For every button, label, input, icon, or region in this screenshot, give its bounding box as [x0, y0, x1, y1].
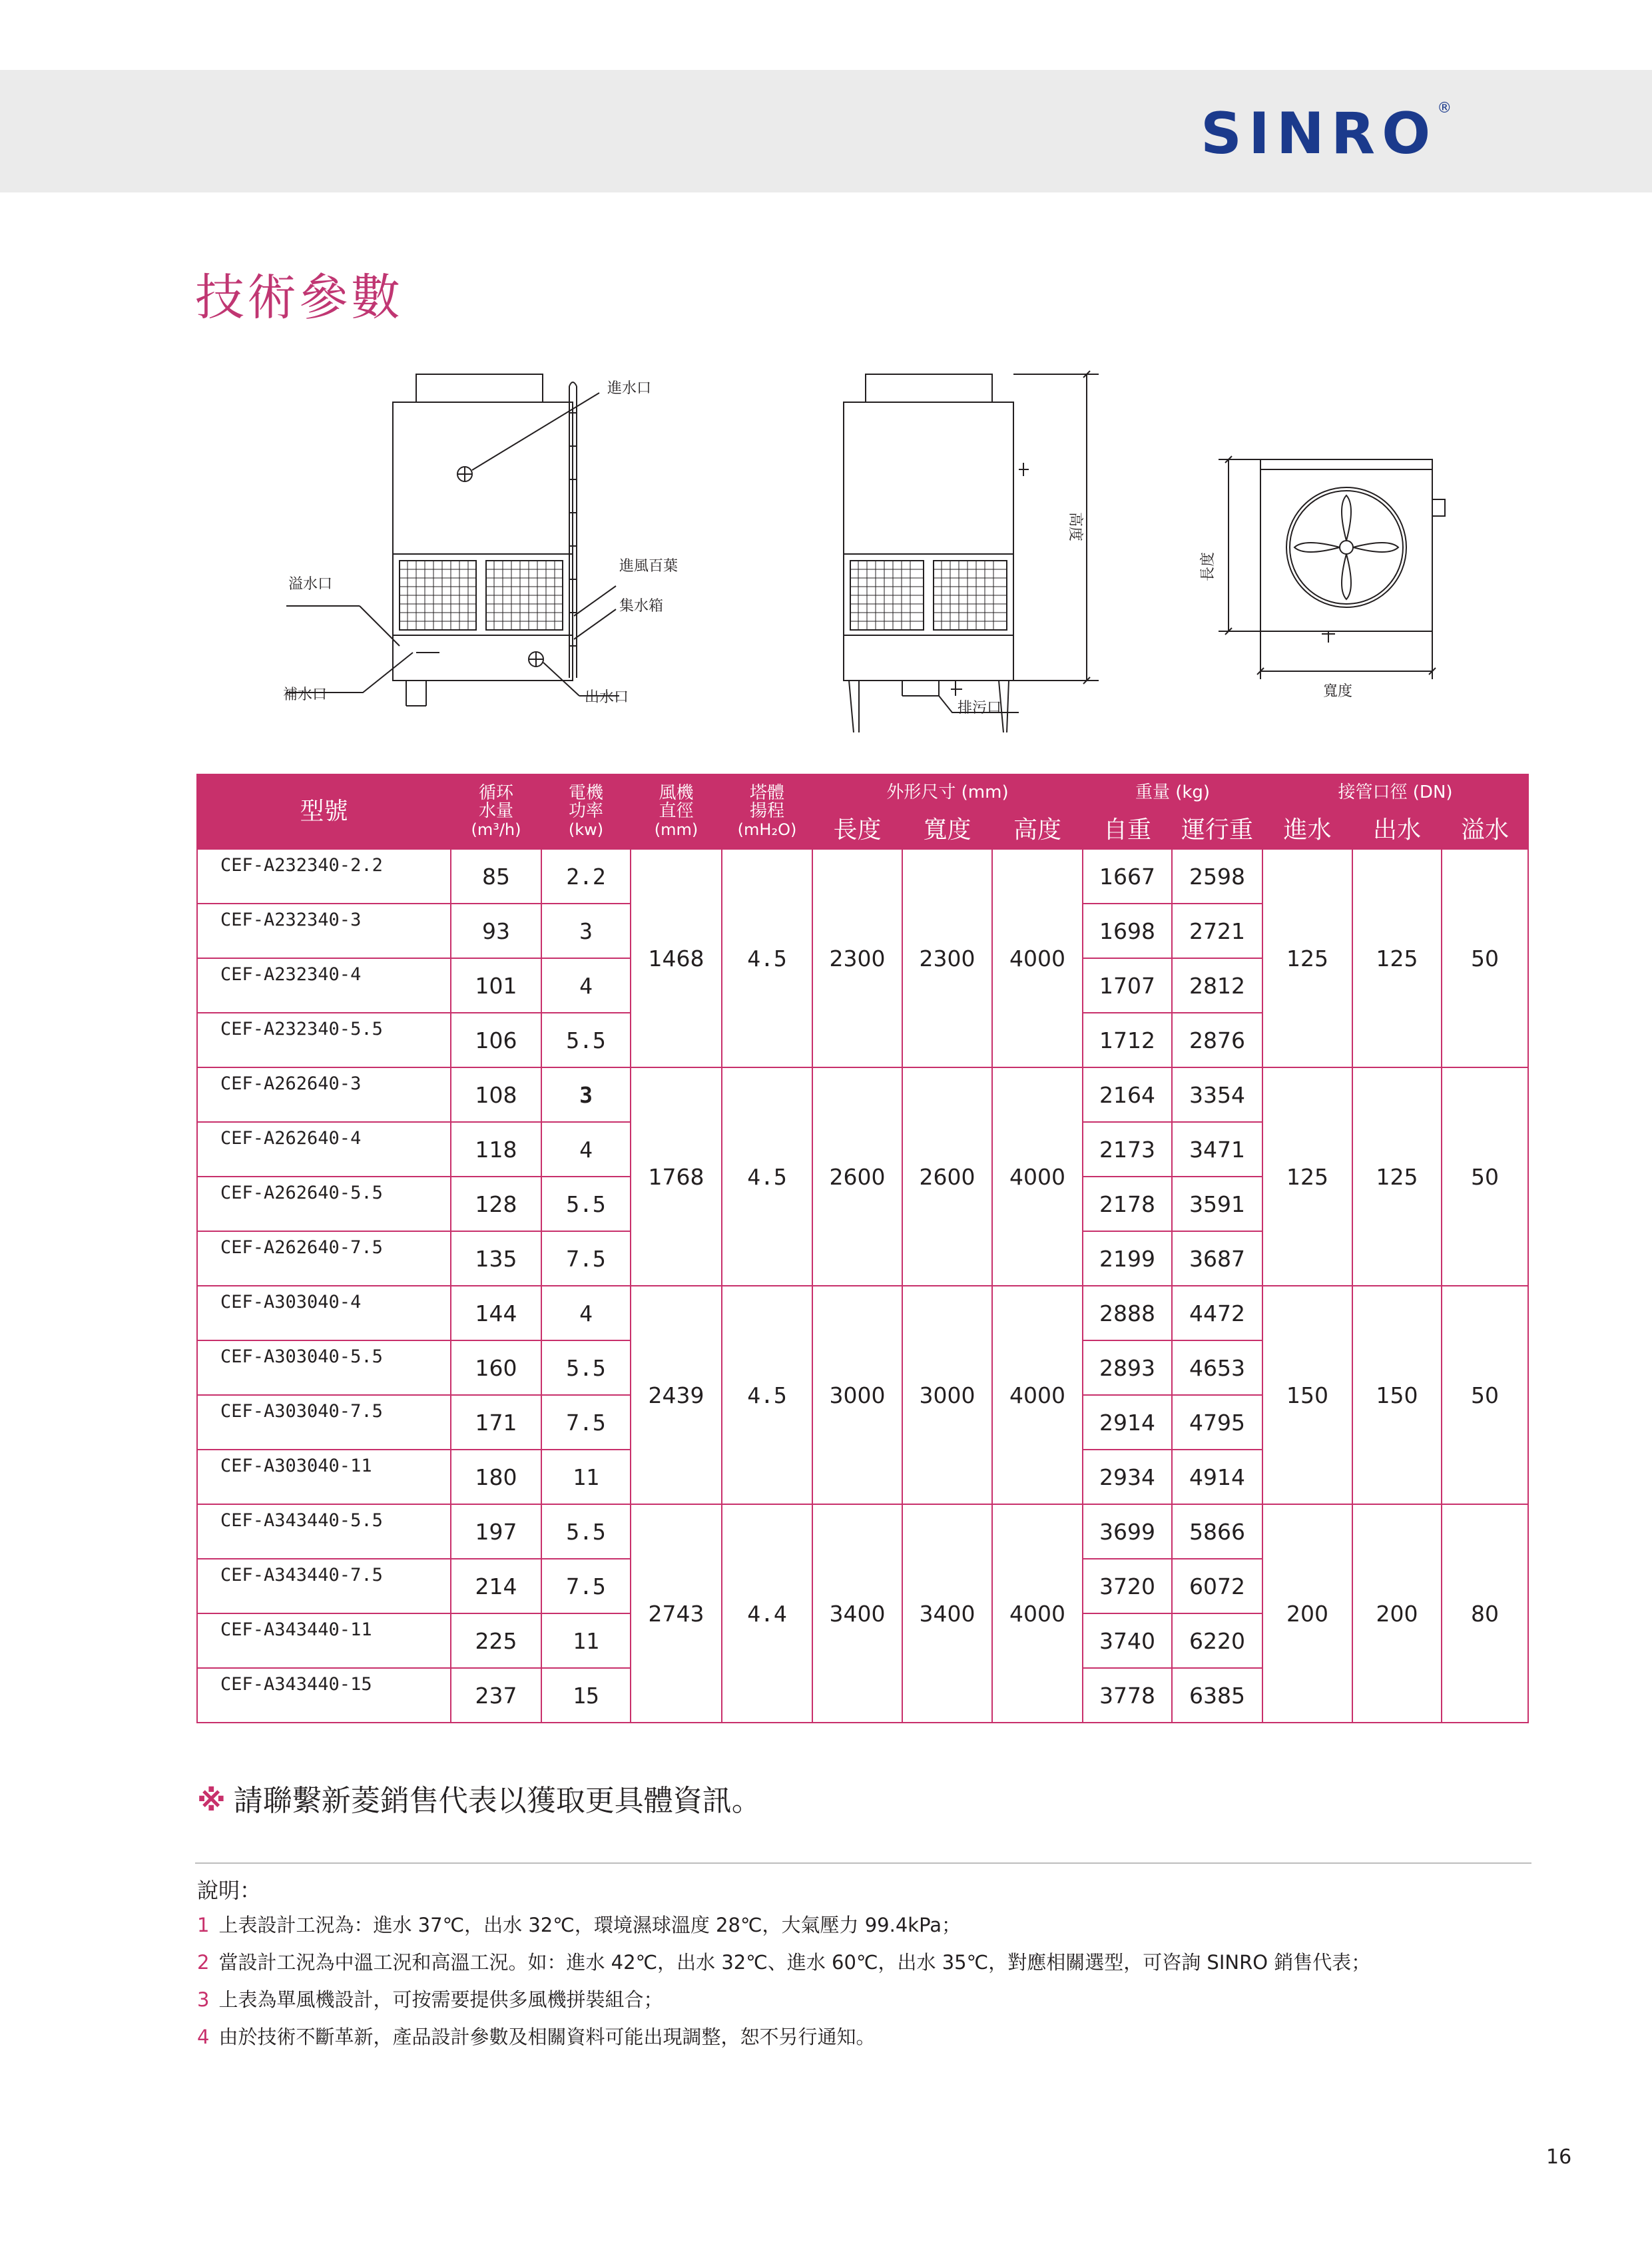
cell-dry-weight: 1667 [1083, 849, 1172, 904]
cell-dry-weight: 3699 [1083, 1504, 1172, 1559]
cell-run-weight: 3471 [1172, 1122, 1262, 1177]
cell-power: 5.5 [541, 1177, 631, 1231]
cell-model: CEF-A343440-11 [197, 1613, 451, 1668]
label-length: 長度 [1200, 551, 1217, 582]
th-dimensions: 外形尺寸 (mm) [812, 774, 1083, 812]
cell-power: 11 [541, 1613, 631, 1668]
cell-model: CEF-A303040-5.5 [197, 1340, 451, 1395]
side-view-drawing [844, 371, 1099, 732]
explanation-item: 2 當設計工況為中溫工況和高溫工況。如：進水 42℃，出水 32℃、進水 60℃，出水 35℃，對應相關選型，可咨詢 SINRO 銷售代表； [197, 1951, 1371, 1974]
cell-flow: 160 [451, 1340, 541, 1395]
cell-model: CEF-A232340-4 [197, 958, 451, 1013]
cell-width: 2600 [902, 1067, 992, 1286]
cell-power: 7.5 [541, 1231, 631, 1286]
top-view-drawing [1219, 456, 1445, 679]
cell-run-weight: 3687 [1172, 1231, 1262, 1286]
cell-power: 3 [541, 904, 631, 958]
cell-overflow: 50 [1442, 849, 1528, 1067]
cell-outlet: 150 [1352, 1286, 1442, 1504]
cell-dry-weight: 1712 [1083, 1013, 1172, 1067]
explanation-item: 4 由於技術不斷革新，產品設計參數及相關資料可能出現調整，恕不另行通知。 [197, 2026, 876, 2048]
cell-model: CEF-A262640-3 [197, 1067, 451, 1122]
cell-flow: 144 [451, 1286, 541, 1340]
cell-length: 2600 [812, 1067, 902, 1286]
cell-model: CEF-A232340-5.5 [197, 1013, 451, 1067]
th-overflow: 溢水 [1442, 812, 1528, 849]
cell-height: 4000 [992, 1286, 1083, 1504]
table-row [197, 1286, 1528, 1340]
th-fan: 風機 直徑 (mm) [631, 774, 722, 849]
cell-overflow: 80 [1442, 1504, 1528, 1723]
cell-model: CEF-A262640-7.5 [197, 1231, 451, 1286]
cell-dry-weight: 2914 [1083, 1395, 1172, 1450]
cell-run-weight: 6220 [1172, 1613, 1262, 1668]
cell-outlet: 125 [1352, 849, 1442, 1067]
cell-flow: 225 [451, 1613, 541, 1668]
explanation-title: 說明： [197, 1878, 262, 1903]
cell-flow: 214 [451, 1559, 541, 1613]
cell-dry-weight: 2934 [1083, 1450, 1172, 1504]
cell-head: 4.5 [722, 849, 812, 1067]
cell-flow: 128 [451, 1177, 541, 1231]
cell-dry-weight: 2164 [1083, 1067, 1172, 1122]
cell-outlet: 200 [1352, 1504, 1442, 1723]
cell-model: CEF-A303040-7.5 [197, 1395, 451, 1450]
cell-dry-weight: 1707 [1083, 958, 1172, 1013]
th-power: 電機 功率 (kw) [541, 774, 631, 849]
th-pipe: 接管口徑 (DN) [1262, 774, 1528, 812]
cell-power: 4 [541, 1122, 631, 1177]
cell-power: 7.5 [541, 1395, 631, 1450]
cell-flow: 180 [451, 1450, 541, 1504]
cell-model: CEF-A232340-2.2 [197, 849, 451, 904]
cell-fan: 1768 [631, 1067, 722, 1286]
cooling-tower-drawings [0, 360, 1652, 732]
th-length: 長度 [812, 812, 902, 849]
explanation-item: 1 上表設計工況為：進水 37℃，出水 32℃，環境濕球溫度 28℃，大氣壓力 99.4kPa； [197, 1914, 962, 1936]
cell-run-weight: 4653 [1172, 1340, 1262, 1395]
cell-power: 11 [541, 1450, 631, 1504]
cell-dry-weight: 2199 [1083, 1231, 1172, 1286]
th-height: 高度 [992, 812, 1083, 849]
cell-length: 2300 [812, 849, 902, 1067]
label-louver: 進風百葉 [619, 558, 679, 575]
cell-flow: 118 [451, 1122, 541, 1177]
cell-dry-weight: 2178 [1083, 1177, 1172, 1231]
sinro-logo: SINRO® [1201, 100, 1452, 167]
cell-outlet: 125 [1352, 1067, 1442, 1286]
cell-flow: 108 [451, 1067, 541, 1122]
cell-inlet: 125 [1262, 849, 1352, 1067]
label-overflow: 溢水口 [288, 576, 333, 593]
cell-run-weight: 4795 [1172, 1395, 1262, 1450]
cell-power: 3 [541, 1067, 631, 1122]
table-row [197, 1067, 1528, 1122]
contact-note [197, 1784, 761, 1818]
cell-run-weight: 2876 [1172, 1013, 1262, 1067]
cell-height: 4000 [992, 849, 1083, 1067]
cell-model: CEF-A262640-5.5 [197, 1177, 451, 1231]
cell-model: CEF-A343440-15 [197, 1668, 451, 1723]
tower-diagrams-svg [0, 360, 1652, 732]
cell-width: 3400 [902, 1504, 992, 1723]
cell-length: 3400 [812, 1504, 902, 1723]
cell-model: CEF-A303040-4 [197, 1286, 451, 1340]
label-width: 寬度 [1323, 683, 1353, 700]
cell-run-weight: 2598 [1172, 849, 1262, 904]
cell-flow: 171 [451, 1395, 541, 1450]
cell-power: 7.5 [541, 1559, 631, 1613]
cell-dry-weight: 3740 [1083, 1613, 1172, 1668]
th-run-weight: 運行重 [1172, 812, 1262, 849]
th-model: 型號 [197, 774, 451, 849]
cell-height: 4000 [992, 1067, 1083, 1286]
cell-head: 4.4 [722, 1504, 812, 1723]
cell-fan: 2439 [631, 1286, 722, 1504]
cell-fan: 2743 [631, 1504, 722, 1723]
cell-height: 4000 [992, 1504, 1083, 1723]
cell-dry-weight: 2173 [1083, 1122, 1172, 1177]
label-height: 高度 [1067, 511, 1084, 542]
cell-power: 5.5 [541, 1013, 631, 1067]
label-makeup: 補水口 [283, 687, 328, 703]
cell-dry-weight: 1698 [1083, 904, 1172, 958]
cell-inlet: 125 [1262, 1067, 1352, 1286]
table-row [197, 1504, 1528, 1559]
cell-power: 15 [541, 1668, 631, 1723]
cell-head: 4.5 [722, 1286, 812, 1504]
cell-model: CEF-A232340-3 [197, 904, 451, 958]
label-outlet: 出水口 [585, 689, 629, 706]
page-number: 16 [1546, 2145, 1572, 2169]
explanation-item: 3 上表為單風機設計，可按需要提供多風機拼裝組合； [197, 1988, 663, 2011]
cell-flow: 135 [451, 1231, 541, 1286]
cell-run-weight: 4914 [1172, 1450, 1262, 1504]
cell-dry-weight: 2893 [1083, 1340, 1172, 1395]
cell-model: CEF-A303040-11 [197, 1450, 451, 1504]
cell-flow: 101 [451, 958, 541, 1013]
cell-run-weight: 6072 [1172, 1559, 1262, 1613]
cell-model: CEF-A343440-5.5 [197, 1504, 451, 1559]
section-title: 技術參數 [195, 269, 403, 326]
cell-fan: 1468 [631, 849, 722, 1067]
cell-run-weight: 4472 [1172, 1286, 1262, 1340]
th-inlet: 進水 [1262, 812, 1352, 849]
cell-model: CEF-A262640-4 [197, 1122, 451, 1177]
th-outlet: 出水 [1352, 812, 1442, 849]
cell-power: 4 [541, 958, 631, 1013]
cell-run-weight: 2721 [1172, 904, 1262, 958]
cell-model: CEF-A343440-7.5 [197, 1559, 451, 1613]
table-row [197, 849, 1528, 904]
cell-run-weight: 2812 [1172, 958, 1262, 1013]
cell-width: 3000 [902, 1286, 992, 1504]
cell-dry-weight: 2888 [1083, 1286, 1172, 1340]
cell-run-weight: 3591 [1172, 1177, 1262, 1231]
note-mark-icon: ※ [197, 1784, 226, 1818]
cell-power: 5.5 [541, 1340, 631, 1395]
th-dry-weight: 自重 [1083, 812, 1172, 849]
cell-head: 4.5 [722, 1067, 812, 1286]
front-view-drawing [286, 374, 619, 706]
cell-flow: 85 [451, 849, 541, 904]
th-weight: 重量 (kg) [1083, 774, 1262, 812]
label-drain: 排污口 [958, 700, 1002, 716]
cell-flow: 93 [451, 904, 541, 958]
cell-run-weight: 6385 [1172, 1668, 1262, 1723]
th-flow: 循环 水量 (m³/h) [451, 774, 541, 849]
divider [195, 1862, 1531, 1864]
th-width: 寬度 [902, 812, 992, 849]
cell-flow: 197 [451, 1504, 541, 1559]
cell-dry-weight: 3778 [1083, 1668, 1172, 1723]
cell-width: 2300 [902, 849, 992, 1067]
contact-note-text: 請聯繫新菱銷售代表以獲取更具體資訊。 [233, 1784, 761, 1818]
cell-flow: 106 [451, 1013, 541, 1067]
cell-run-weight: 3354 [1172, 1067, 1262, 1122]
cell-inlet: 200 [1262, 1504, 1352, 1723]
cell-power: 4 [541, 1286, 631, 1340]
label-basin: 集水箱 [619, 598, 664, 615]
cell-inlet: 150 [1262, 1286, 1352, 1504]
cell-power: 5.5 [541, 1504, 631, 1559]
cell-length: 3000 [812, 1286, 902, 1504]
th-head: 塔體 揚程 (mH₂O) [722, 774, 812, 849]
cell-overflow: 50 [1442, 1067, 1528, 1286]
spec-table [196, 774, 1529, 1723]
cell-run-weight: 5866 [1172, 1504, 1262, 1559]
cell-flow: 237 [451, 1668, 541, 1723]
cell-overflow: 50 [1442, 1286, 1528, 1504]
label-inlet: 進水口 [607, 380, 652, 397]
cell-dry-weight: 3720 [1083, 1559, 1172, 1613]
cell-power: 2.2 [541, 849, 631, 904]
